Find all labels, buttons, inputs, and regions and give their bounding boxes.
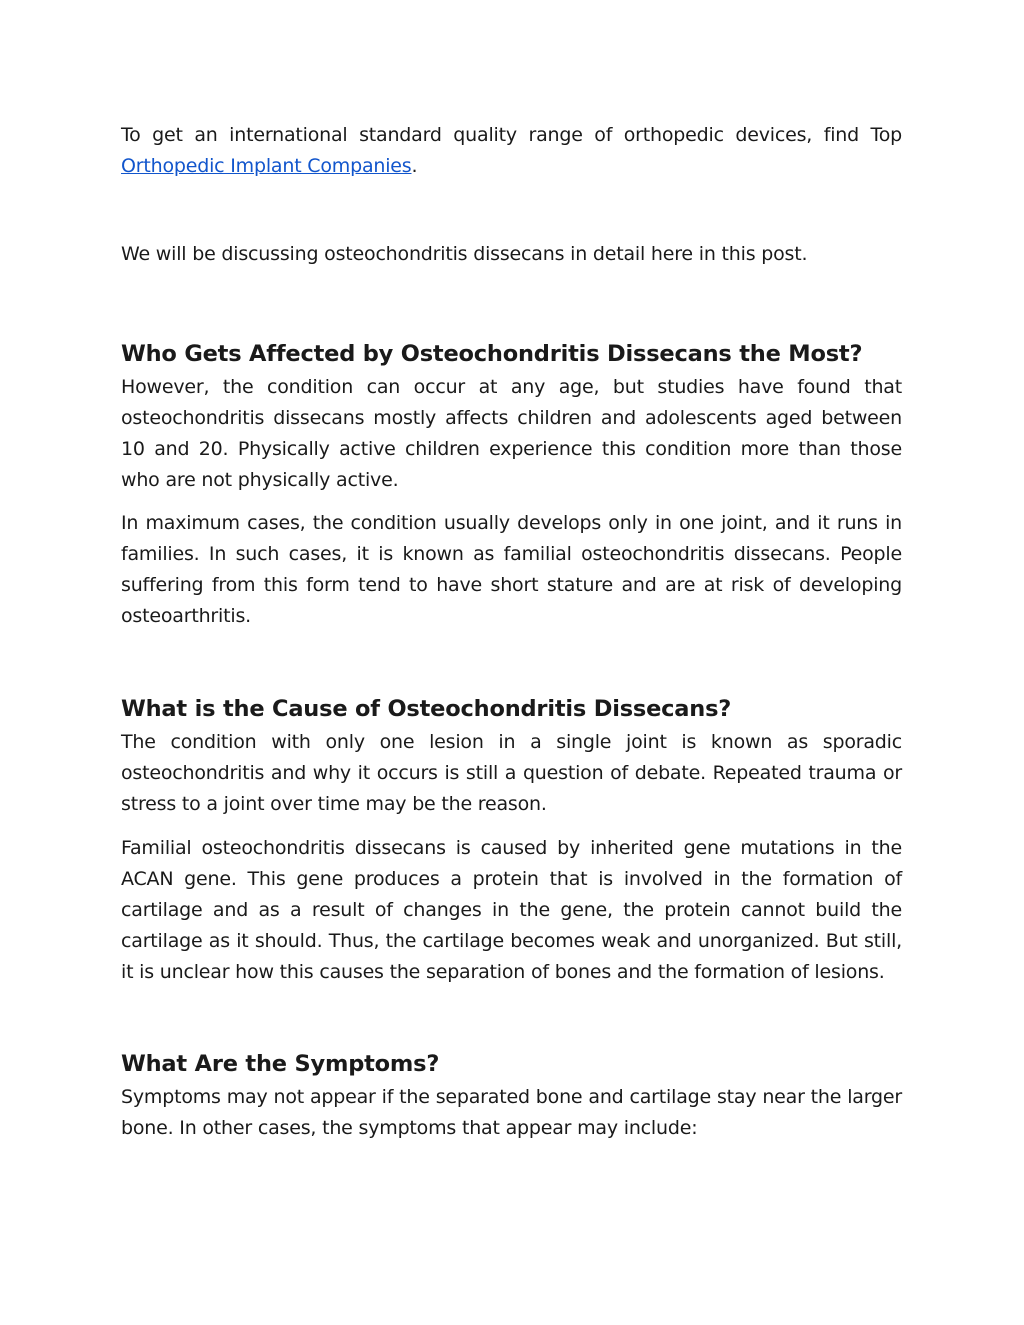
discussion-paragraph: We will be discussing osteochondritis dissecans in detail here in this post. — [121, 243, 808, 265]
intro-text: To get an international standard quality range of orthopedic devices, find Top — [121, 124, 902, 146]
section-paragraph: In maximum cases, the condition usually develops only in one joint, and it runs in families. In such cases, it is known as familial osteochondritis dissecans. People suffering from this form tend to have short stature and are at risk of developing osteoarthritis. — [121, 512, 902, 627]
section-heading-symptoms: What Are the Symptoms? — [121, 1051, 440, 1077]
section-heading-who-gets-affected: Who Gets Affected by Osteochondritis Dissecans the Most? — [121, 341, 863, 367]
intro-paragraph — [121, 120, 902, 182]
section-paragraph: However, the condition can occur at any age, but studies have found that osteochondritis dissecans mostly affects children and adolescents aged between 10 and 20. Physically active children experience this condition more than those who are not physically active. — [121, 376, 902, 491]
intro-period: . — [411, 155, 418, 177]
section-paragraph: Familial osteochondritis dissecans is caused by inherited gene mutations in the ACAN gene. This gene produces a protein that is involved in the formation of cartilage and as a result of changes in the gene, the protein cannot build the cartilage as it should. Thus, the cartilage becomes weak and unorganized. But still, it is unclear how this causes the separation of bones and the formation of lesions. — [121, 837, 902, 983]
section-paragraph: The condition with only one lesion in a single joint is known as sporadic osteochondritis and why it occurs is still a question of debate. Repeated trauma or stress to a joint over time may be the reason. — [121, 731, 902, 815]
orthopedic-implant-companies-link[interactable]: Orthopedic Implant Companies — [121, 155, 412, 177]
section-paragraph: Symptoms may not appear if the separated bone and cartilage stay near the larger bone. In other cases, the symptoms that appear may include: — [121, 1086, 902, 1139]
section-heading-cause: What is the Cause of Osteochondritis Dissecans? — [121, 696, 732, 722]
